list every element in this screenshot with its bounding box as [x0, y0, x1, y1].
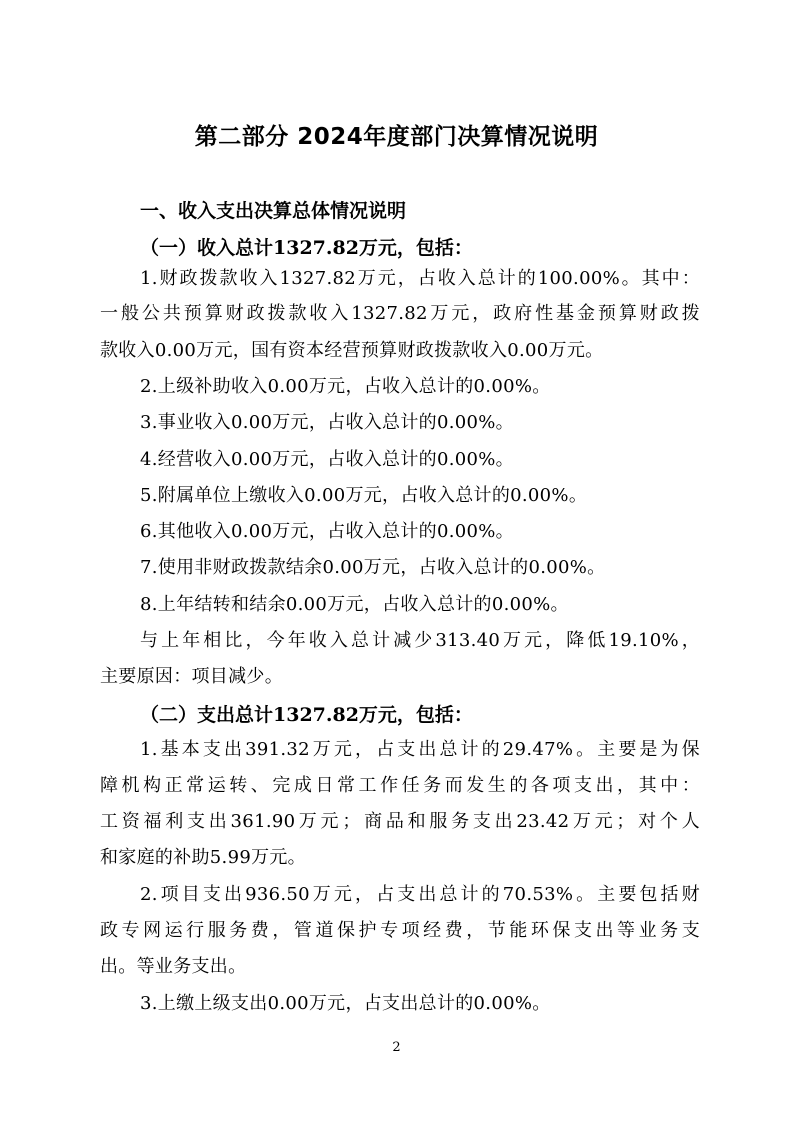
income-line-12: 主要原因：项目减少。 [100, 666, 283, 687]
income-line-9: 7.使用非财政拨款结余0.00万元，占收入总计的0.00%。 [140, 557, 606, 578]
expense-line-7: 出。等业务支出。 [100, 956, 247, 977]
expense-line-4: 和家庭的补助5.99万元。 [100, 847, 306, 868]
income-line-3: 款收入0.00万元，国有资本经营预算财政拨款收入0.00万元。 [100, 340, 604, 361]
income-line-10: 8.上年结转和结余0.00万元，占收入总计的0.00%。 [140, 594, 569, 615]
page-number: 2 [392, 1040, 401, 1055]
expense-line-2: 障机构正常运转、完成日常工作任务而发生的各项支出，其中： [100, 775, 700, 796]
income-line-5: 3.事业收入0.00万元，占收入总计的0.00%。 [140, 412, 514, 433]
expense-line-5: 2.项目支出936.50万元，占支出总计的70.53%。主要包括财 [140, 884, 700, 905]
expense-line-6: 政专网运行服务费，管道保护专项经费，节能环保支出等业务支 [100, 920, 700, 941]
income-line-6: 4.经营收入0.00万元，占收入总计的0.00%。 [140, 449, 514, 470]
income-line-11: 与上年相比，今年收入总计减少313.40万元，降低19.10%， [140, 630, 700, 651]
income-line-8: 6.其他收入0.00万元，占收入总计的0.00%。 [140, 521, 514, 542]
expense-line-8: 3.上缴上级支出0.00万元，占支出总计的0.00%。 [140, 993, 551, 1014]
expense-line-1: 1.基本支出391.32万元，占支出总计的29.47%。主要是为保 [140, 739, 700, 760]
page-title: 第二部分 2024年度部门决算情况说明 [194, 124, 599, 150]
income-line-4: 2.上级补助收入0.00万元，占收入总计的0.00%。 [140, 376, 551, 397]
income-line-7: 5.附属单位上缴收入0.00万元，占收入总计的0.00%。 [140, 485, 588, 506]
section-heading: 一、收入支出决算总体情况说明 [140, 200, 407, 222]
income-line-1: 1.财政拨款收入1327.82万元，占收入总计的100.00%。其中： [140, 268, 700, 289]
expense-heading: （二）支出总计1327.82万元，包括： [140, 704, 473, 726]
expense-line-3: 工资福利支出361.90万元；商品和服务支出23.42万元；对个人 [100, 811, 700, 832]
income-heading: （一）收入总计1327.82万元，包括： [140, 237, 473, 259]
income-line-2: 一般公共预算财政拨款收入1327.82万元，政府性基金预算财政拨 [100, 303, 700, 324]
